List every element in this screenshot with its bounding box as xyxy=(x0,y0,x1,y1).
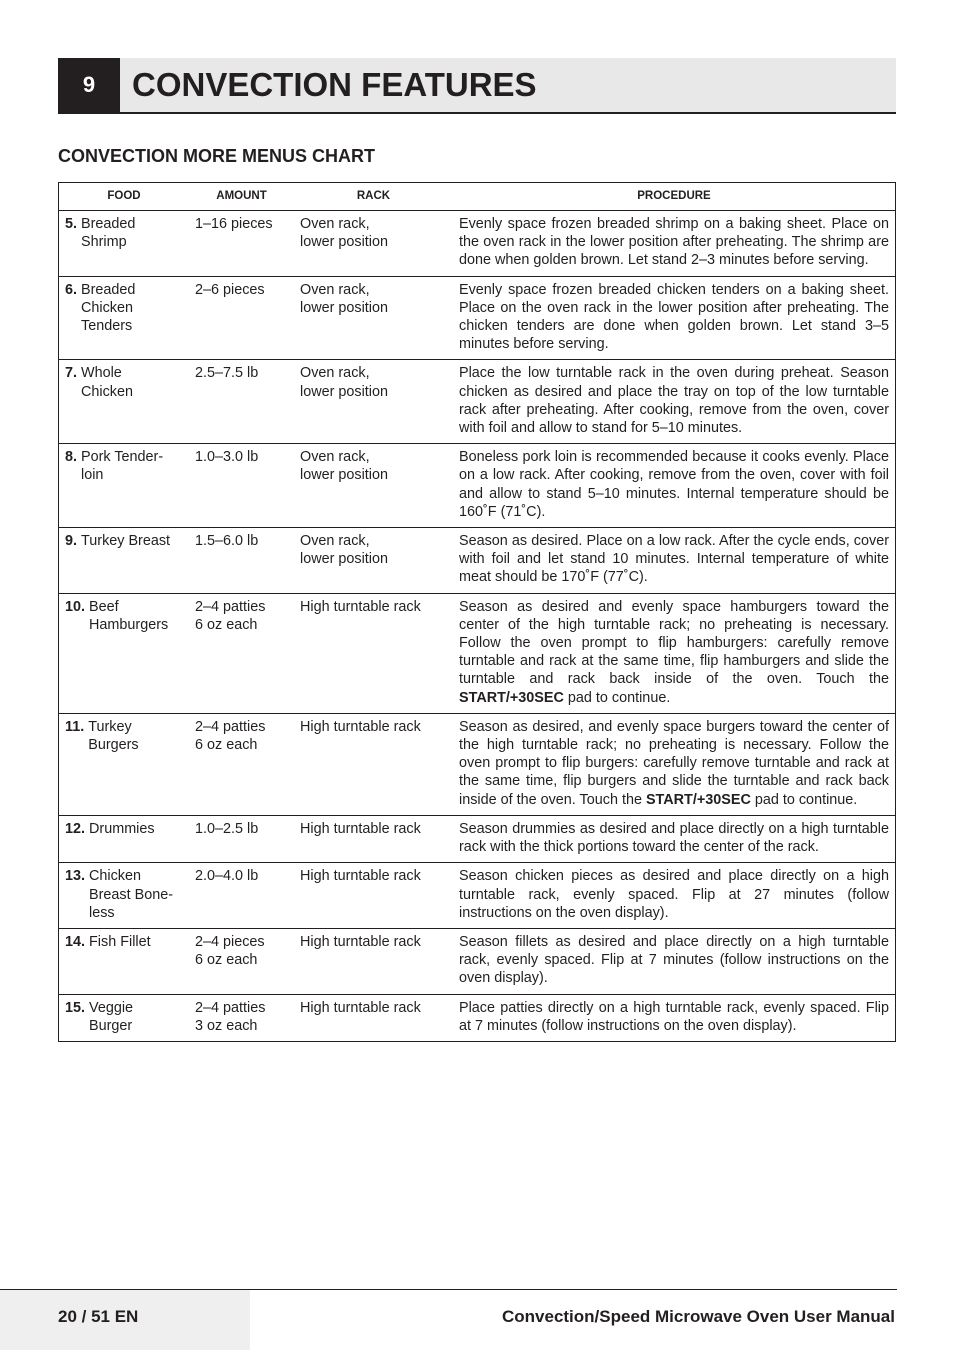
amount-line: 2–4 patties xyxy=(195,718,266,735)
amount-line: 2–4 patties xyxy=(195,598,266,615)
rack-line: High turntable rack xyxy=(300,933,421,950)
amount-line: 6 oz each xyxy=(195,737,258,754)
food-name-line: Breast Bone- xyxy=(89,886,174,903)
amount-cell xyxy=(189,928,294,994)
procedure-cell xyxy=(453,593,896,713)
rack-line: High turntable rack xyxy=(300,598,421,615)
food-name-line: Veggie xyxy=(89,999,134,1016)
table-row xyxy=(59,444,896,528)
food-cell xyxy=(59,994,190,1041)
rack-cell xyxy=(294,928,453,994)
table-row xyxy=(59,928,896,994)
rack-cell xyxy=(294,444,453,528)
item-number: 9. xyxy=(65,533,78,550)
item-number: 10. xyxy=(65,598,86,615)
rack-cell xyxy=(294,276,453,360)
table-row xyxy=(59,211,896,277)
procedure-cell xyxy=(453,360,896,444)
amount-line: 6 oz each xyxy=(195,952,258,969)
item-number: 11. xyxy=(65,718,85,735)
food-name-line: Turkey xyxy=(88,718,132,735)
food-name-line: Tenders xyxy=(81,318,133,335)
procedure-cell xyxy=(453,444,896,528)
food-cell xyxy=(59,815,190,862)
rack-line: Oven rack, xyxy=(300,216,370,232)
item-number: 7. xyxy=(65,365,78,382)
procedure-text: Place patties directly on a high turntable rack, evenly spaced. Flip at 7 minutes (follow instructions on the oven display). xyxy=(459,999,889,1034)
header-food: FOOD xyxy=(59,183,190,211)
table-row xyxy=(59,994,896,1041)
page-number: 20 / 51 EN xyxy=(58,1307,139,1326)
rack-line: Oven rack, xyxy=(300,365,370,382)
amount-line: 2.5–7.5 lb xyxy=(195,365,259,382)
food-name-line: Fish Fillet xyxy=(89,933,151,950)
table-row xyxy=(59,815,896,862)
rack-line: lower position xyxy=(300,299,388,316)
procedure-cell xyxy=(453,276,896,360)
procedure-cell xyxy=(453,713,896,815)
rack-line: lower position xyxy=(300,467,388,484)
rack-line: High turntable rack xyxy=(300,868,421,885)
amount-line: 1.5–6.0 lb xyxy=(195,533,259,550)
amount-line: 2–4 pieces xyxy=(195,933,265,950)
procedure-text: Season as desired and evenly space hamburgers toward the center of the high turntable rack; no preheating is necessary. Follow the oven prompt to flip hamburgers: carefully remove turntable and rack at the same time, flip hamburgers and slide the turntable and rack back inside of the oven. Touch the xyxy=(459,598,889,688)
rack-cell xyxy=(294,593,453,713)
food-cell xyxy=(59,528,190,594)
procedure-key-label: START/+30SEC xyxy=(459,689,564,706)
amount-line: 1.0–3.0 lb xyxy=(195,449,259,466)
rack-line: High turntable rack xyxy=(300,999,421,1016)
procedure-cell xyxy=(453,211,896,277)
food-cell xyxy=(59,928,190,994)
table-row xyxy=(59,528,896,594)
food-name-line: Breaded xyxy=(81,216,136,232)
rack-cell xyxy=(294,994,453,1041)
food-name-line: Burger xyxy=(89,1017,133,1034)
food-name-line: Pork Tender- xyxy=(81,449,164,466)
food-cell xyxy=(59,593,190,713)
procedure-cell xyxy=(453,528,896,594)
procedure-text: Season as desired. Place on a low rack. After the cycle ends, cover with foil and let stand 10 minutes. Internal temperature of white meat should be 170˚F (77˚C). xyxy=(459,533,889,586)
rack-cell xyxy=(294,815,453,862)
rack-line: lower position xyxy=(300,383,388,400)
food-cell xyxy=(59,863,190,929)
food-name-line: Turkey Breast xyxy=(81,533,171,550)
procedure-text: Season as desired, and evenly space burgers toward the center of the high turntable rack; no preheating is necessary. Follow the oven prompt to flip burgers: carefully remove turntable and rack at the same time, flip burgers and slide the turntable and rack back inside of the oven. Touch the xyxy=(459,718,889,808)
food-name-line: Chicken xyxy=(89,868,142,885)
item-number: 14. xyxy=(65,933,86,950)
food-name-line: loin xyxy=(81,467,104,484)
procedure-text: Season drummies as desired and place directly on a high turntable rack with the thick portions toward the center of the rack. xyxy=(459,820,889,856)
food-name-line: Chicken xyxy=(81,299,134,316)
table-row xyxy=(59,276,896,360)
table-row xyxy=(59,713,896,815)
procedure-text: Evenly space frozen breaded shrimp on a baking sheet. Place on the oven rack in the lower position after preheating. The shrimp are done when golden brown. Let stand 2–3 minutes before serving. xyxy=(459,216,889,269)
rack-cell xyxy=(294,713,453,815)
rack-line: Oven rack, xyxy=(300,533,370,550)
food-cell xyxy=(59,713,190,815)
chapter-title: CONVECTION FEATURES xyxy=(132,66,537,103)
food-name-line: Beef xyxy=(89,598,119,615)
rack-cell xyxy=(294,211,453,277)
rack-line: High turntable rack xyxy=(300,718,421,735)
procedure-text-end: pad to continue. xyxy=(563,689,671,706)
procedure-cell xyxy=(453,994,896,1041)
rack-line: High turntable rack xyxy=(300,820,421,837)
rack-cell xyxy=(294,360,453,444)
amount-line: 6 oz each xyxy=(195,616,258,633)
procedure-cell xyxy=(453,863,896,929)
food-name-line: less xyxy=(89,904,115,921)
amount-line: 2.0–4.0 lb xyxy=(195,868,259,885)
header-procedure: PROCEDURE xyxy=(453,183,896,211)
table-row xyxy=(59,593,896,713)
amount-cell xyxy=(189,593,294,713)
table-body xyxy=(59,211,896,1042)
food-cell xyxy=(59,276,190,360)
amount-cell xyxy=(189,528,294,594)
procedure-cell xyxy=(453,928,896,994)
header-amount: AMOUNT xyxy=(189,183,294,211)
amount-line: 1–16 pieces xyxy=(195,216,273,232)
item-number: 8. xyxy=(65,449,78,466)
convection-menus-table xyxy=(58,182,896,1042)
rack-line: Oven rack, xyxy=(300,449,370,466)
item-number: 6. xyxy=(65,281,78,298)
amount-line: 3 oz each xyxy=(195,1017,258,1034)
amount-line: 2–4 patties xyxy=(195,999,266,1016)
procedure-text: Place the low turntable rack in the oven during preheat. Season chicken as desired and place the tray on top of the low turntable rack after preheating. After cooking, remove from the oven, cover with foil and allow to stand for 5–10 minutes. xyxy=(459,365,889,437)
food-cell xyxy=(59,211,190,277)
food-name-line: Whole xyxy=(81,365,122,382)
amount-cell xyxy=(189,276,294,360)
food-cell xyxy=(59,360,190,444)
rack-line: lower position xyxy=(300,234,388,251)
rack-cell xyxy=(294,863,453,929)
rack-cell xyxy=(294,528,453,594)
amount-cell xyxy=(189,863,294,929)
food-name-line: Burgers xyxy=(88,737,139,754)
amount-cell xyxy=(189,444,294,528)
amount-cell xyxy=(189,211,294,277)
rack-line: lower position xyxy=(300,551,388,568)
amount-cell xyxy=(189,713,294,815)
food-cell xyxy=(59,444,190,528)
chapter-number: 9 xyxy=(58,58,120,112)
header-rack: RACK xyxy=(294,183,453,211)
food-name-line: Drummies xyxy=(89,820,155,837)
food-name-line: Shrimp xyxy=(81,234,127,251)
item-number: 5. xyxy=(65,216,78,232)
procedure-text: Evenly space frozen breaded chicken tenders on a baking sheet. Place on the oven rack in the lower position after preheating. The chicken tenders are done when golden brown. Let stand 3–5 minutes before serving. xyxy=(459,281,889,353)
procedure-text: Season fillets as desired and place directly on a high turntable rack, evenly spaced. Flip at 7 minutes (follow instructions on the oven display). xyxy=(459,933,889,987)
table-row xyxy=(59,863,896,929)
amount-cell xyxy=(189,360,294,444)
food-name-line: Chicken xyxy=(81,383,134,400)
amount-cell xyxy=(189,815,294,862)
manual-title: Convection/Speed Microwave Oven User Manual xyxy=(501,1307,895,1326)
item-number: 13. xyxy=(65,868,86,885)
procedure-text: Boneless pork loin is recommended because it cooks evenly. Place on a low rack. After cooking, remove from the oven, cover with foil and allow to stand 5–10 minutes. Internal temperature should be 160˚F (71˚C). xyxy=(459,449,889,520)
item-number: 15. xyxy=(65,999,86,1016)
chapter-header xyxy=(58,58,896,114)
rack-line: Oven rack, xyxy=(300,281,370,298)
food-name-line: Hamburgers xyxy=(89,616,169,633)
section-title: CONVECTION MORE MENUS CHART xyxy=(58,146,376,166)
procedure-cell xyxy=(453,815,896,862)
amount-cell xyxy=(189,994,294,1041)
procedure-text: Season chicken pieces as desired and place directly on a high turntable rack, evenly spaced. Flip at 27 minutes (follow instructions on the oven display). xyxy=(459,868,889,921)
amount-line: 1.0–2.5 lb xyxy=(195,820,259,837)
table-row xyxy=(59,360,896,444)
table-header-row xyxy=(59,183,896,211)
food-name-line: Breaded xyxy=(81,281,136,298)
procedure-text-end: pad to continue. xyxy=(750,791,858,808)
procedure-key-label: START/+30SEC xyxy=(645,791,751,808)
item-number: 12. xyxy=(65,820,86,837)
amount-line: 2–6 pieces xyxy=(195,281,265,298)
